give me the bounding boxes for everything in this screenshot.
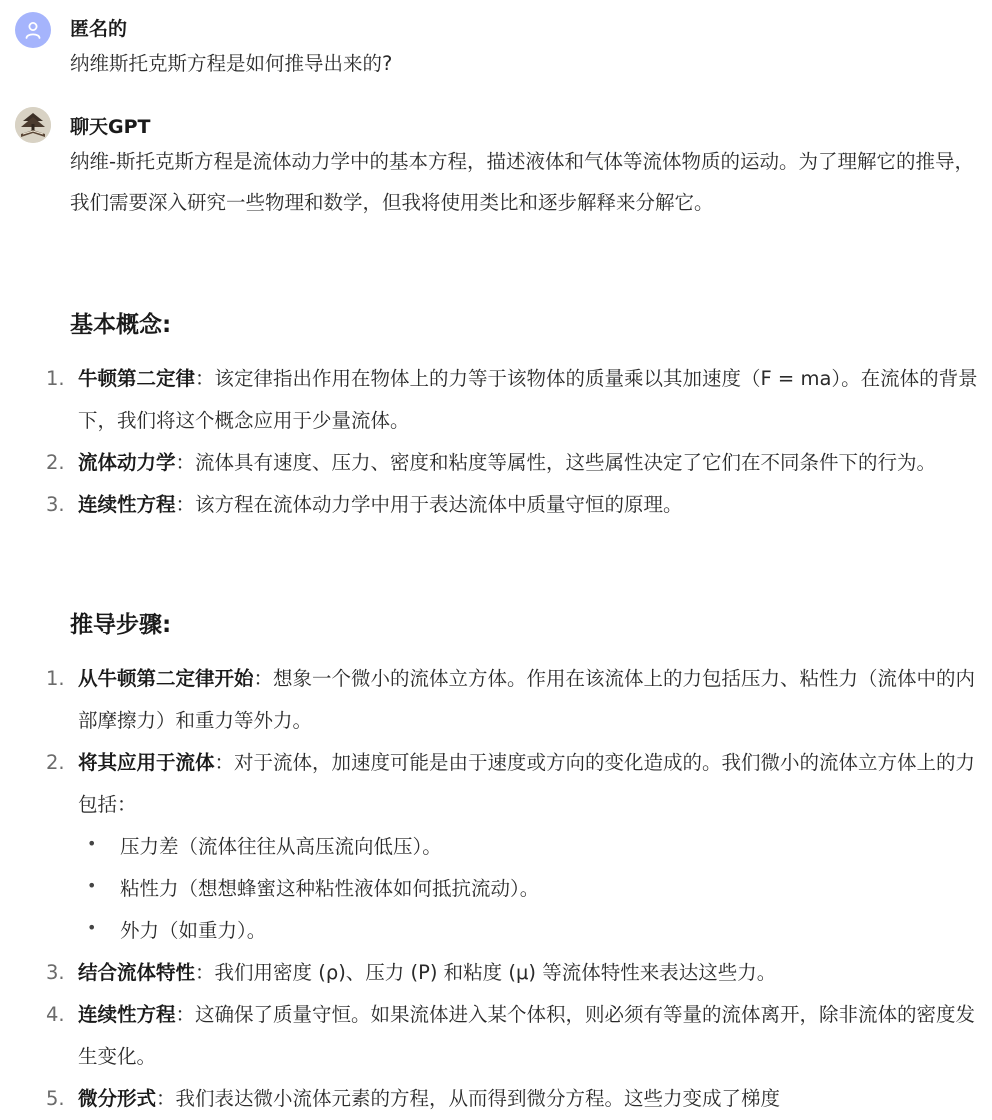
- assistant-author-name: 聊天GPT: [70, 116, 151, 138]
- list-item-term: 结合流体特性: [78, 961, 196, 984]
- list-item: [0, 994, 982, 1078]
- basic-concepts-heading: 基本概念:: [70, 312, 172, 338]
- derivation-steps-list: [0, 658, 982, 1120]
- assistant-avatar: [15, 107, 51, 143]
- list-item-text: ：该定律指出作用在物体上的力等于该物体的质量乘以其加速度（F = ma）。在流体的背景下，我们将这个概念应用于少量流体。: [78, 367, 978, 432]
- list-item-number: 2.: [46, 751, 65, 774]
- list-item-number: 3.: [46, 493, 65, 516]
- list-item-term: 微分形式: [78, 1087, 157, 1110]
- user-avatar: [15, 12, 51, 48]
- list-item-text: ：该方程在流体动力学中用于表达流体中质量守恒的原理。: [175, 493, 683, 516]
- list-item-text: ：流体具有速度、压力、密度和粘度等属性，这些属性决定了它们在不同条件下的行为。: [175, 451, 937, 474]
- list-item-term: 将其应用于流体: [78, 751, 215, 774]
- bullet-item: • 粘性力（想想蜂蜜这种粘性液体如何抵抗流动）。: [87, 868, 982, 910]
- list-item-text: ：想象一个微小的流体立方体。作用在该流体上的力包括压力、粘性力（流体中的内部摩擦力）和重力等外力。: [78, 667, 976, 732]
- book-tree-icon: [15, 107, 51, 143]
- list-item-term: 从牛顿第二定律开始: [78, 667, 254, 690]
- list-item: [0, 484, 982, 526]
- basic-concepts-list: [0, 358, 982, 526]
- list-item-text: ：我们表达微小流体元素的方程，从而得到微分方程。这些力变成了梯度: [156, 1087, 781, 1110]
- list-item-number: 1.: [46, 667, 65, 690]
- list-item-number: 4.: [46, 1003, 65, 1026]
- bullet-item: • 压力差（流体往往从高压流向低压）。: [87, 826, 982, 868]
- list-item-number: 5.: [46, 1087, 65, 1110]
- user-message-text: 纳维斯托克斯方程是如何推导出来的?: [70, 52, 393, 75]
- list-item: [0, 658, 982, 742]
- list-item-number: 2.: [46, 451, 65, 474]
- list-item: [0, 442, 982, 484]
- list-item-term: 流体动力学: [78, 451, 176, 474]
- list-item-number: 3.: [46, 961, 65, 984]
- list-item: [0, 358, 982, 442]
- list-item-text: ：这确保了质量守恒。如果流体进入某个体积，则必须有等量的流体离开，除非流体的密度发生变化。: [78, 1003, 976, 1068]
- list-item-text: ：对于流体，加速度可能是由于速度或方向的变化造成的。我们微小的流体立方体上的力包括：: [78, 751, 976, 816]
- list-item: [0, 742, 982, 952]
- assistant-intro-text: 纳维-斯托克斯方程是流体动力学中的基本方程，描述液体和气体等流体物质的运动。为了理解它的推导，我们需要深入研究一些物理和数学，但我将使用类比和逐步解释来分解它。: [70, 150, 975, 214]
- list-item-term: 连续性方程: [78, 1003, 176, 1026]
- list-item: [0, 952, 982, 994]
- bullet-item: • 外力（如重力）。: [87, 910, 982, 952]
- list-item-term: 连续性方程: [78, 493, 176, 516]
- list-item-number: 1.: [46, 367, 65, 390]
- list-item-term: 牛顿第二定律: [78, 367, 196, 390]
- list-item: [0, 1078, 982, 1120]
- user-author-name: 匿名的: [70, 18, 128, 40]
- list-item-text: ：我们用密度 (ρ)、压力 (P) 和粘度 (μ) 等流体特性来表达这些力。: [195, 961, 777, 984]
- user-icon: [23, 20, 43, 40]
- bullet-list: [78, 826, 982, 952]
- derivation-steps-heading: 推导步骤:: [70, 612, 172, 638]
